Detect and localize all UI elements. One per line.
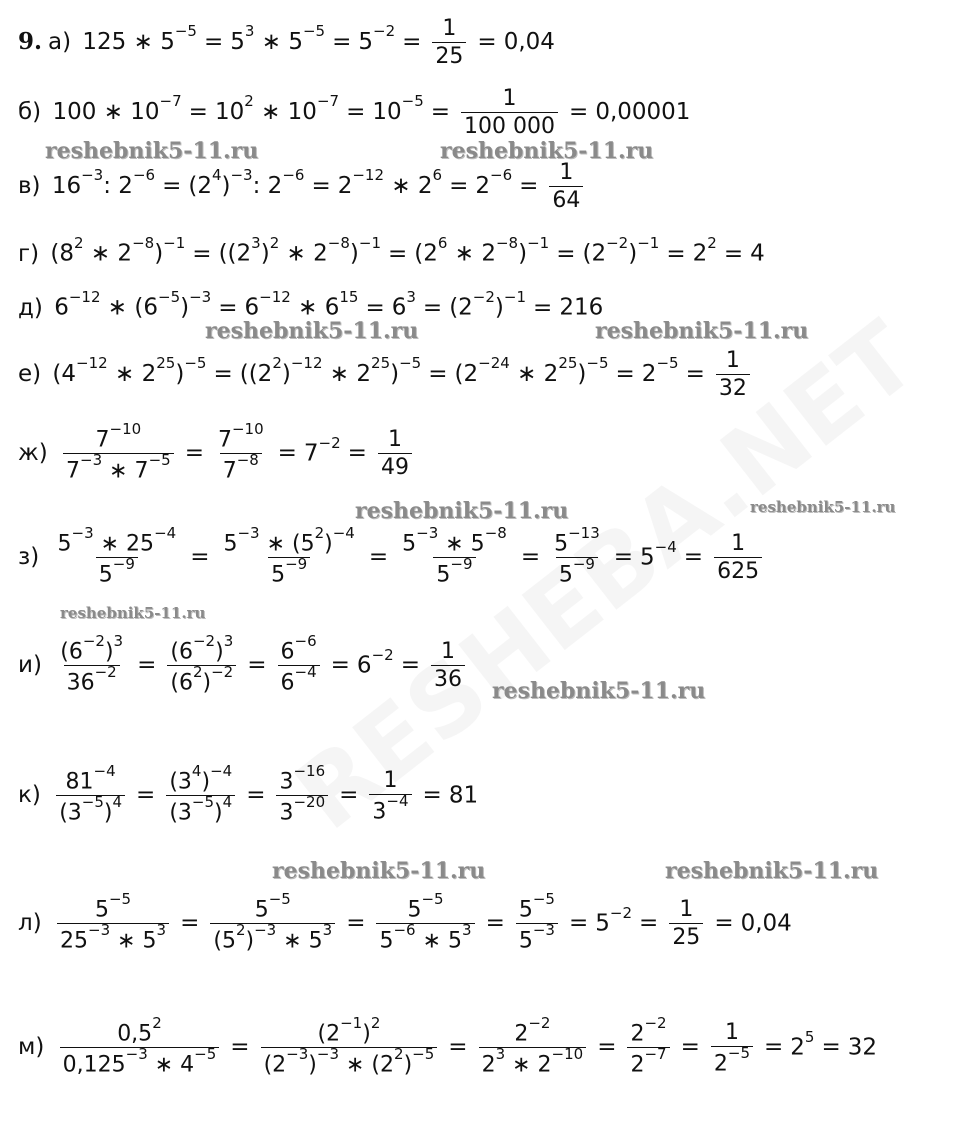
label-z: з) bbox=[18, 544, 40, 571]
watermark: reshebnik5-11.ru bbox=[665, 858, 879, 884]
line-zh: ж) $\frac{7^{-10}}{7^{-3} ∗ 7^{-5}}$ = $\frac{7^{-10}}{7^{-8}}$ = $7^{-2}$ = $\frac{1}{49}$ bbox=[18, 424, 416, 484]
watermark: reshebnik5-11.ru bbox=[45, 138, 259, 164]
result-l: 0,04 bbox=[740, 910, 792, 937]
line-d: д) $6^{-12}$ ∗ $(6^{-5})^{-3} = 6^{-12}$ ∗ $6^{15} = 6^3 = (2^{-2})^{-1} = 216$ bbox=[18, 288, 604, 321]
line-l: л) $\frac{5^{-5}}{25^{-3} ∗ 5^3}$ = $\frac{5^{-5}}{(5^2)^{-3} ∗ 5^3}$ = $\frac{5^{-5}}{5^{-6} ∗ 5^3}$ = $\frac{5^{-5}}{5^{-3}}$ = $5^{-2}$ = $\frac{1}{25}$ = 0,04 bbox=[18, 890, 792, 954]
result-g: 4 bbox=[750, 240, 765, 267]
label-g: г) bbox=[18, 240, 40, 267]
watermark: reshebnik5-11.ru bbox=[205, 318, 419, 344]
line-e: е) ($4^{-12}$ ∗ $2^{25})^{-5} = ((2^2)^{-12}$ ∗ $2^{25})^{-5} = (2^{-24}$ ∗ $2^{25})^{-5} = 2^{-5}$ = $\frac{1}{32}$ bbox=[18, 348, 754, 401]
label-v: в) bbox=[18, 173, 41, 199]
watermark: reshebnik5-11.ru bbox=[750, 498, 896, 516]
line-k: к) $\frac{81^{-4}}{(3^{-5})^4}$ = $\frac{(3^4)^{-4}}{(3^{-5})^4}$ = $\frac{3^{-16}}{3^{-20}}$ = $\frac{1}{3^{-4}}$ = 81 bbox=[18, 762, 479, 826]
line-v: в) $16^{-3}$: $2^{-6} = (2^4)^{-3}$: $2^{-6} = 2^{-12}$ ∗ $2^6 = 2^{-6}$ = $\frac{1}{64}$ bbox=[18, 160, 587, 213]
problem-number: 9. bbox=[18, 28, 43, 55]
label-d: д) bbox=[18, 294, 43, 321]
watermark: reshebnik5-11.ru bbox=[492, 678, 706, 704]
watermark: reshebnik5-11.ru bbox=[440, 138, 654, 164]
watermark: reshebnik5-11.ru bbox=[60, 604, 206, 622]
label-zh: ж) bbox=[18, 440, 48, 467]
line-b: б) 100 ∗ $10^{-7} = 10^2$ ∗ $10^{-7} = 10^{-5}$ = $\frac{1}{100 000}$ = 0,00001 bbox=[18, 86, 691, 139]
result-d: 216 bbox=[559, 294, 604, 321]
line-i: и) $\frac{(6^{-2})^3}{36^{-2}}$ = $\frac{(6^{-2})^3}{(6^2)^{-2}}$ = $\frac{6^{-6}}{6^{-4}}$ = $6^{-2}$ = $\frac{1}{36}$ bbox=[18, 636, 469, 696]
label-e: е) bbox=[18, 361, 42, 387]
line-g: г) ($8^2$ ∗ $2^{-8})^{-1} = ((2^3)^2$ ∗ $2^{-8})^{-1} = (2^6$ ∗ $2^{-8})^{-1} = (2^{-2})^{-1} = 2^2 = 4$ bbox=[18, 234, 765, 267]
watermark: reshebnik5-11.ru bbox=[595, 318, 809, 344]
label-a: а) bbox=[48, 29, 72, 55]
label-l: л) bbox=[18, 910, 42, 937]
line-m: м) $\frac{0,5^2}{0,125^{-3} ∗ 4^{-5}}$ = $\frac{(2^{-1})^2}{(2^{-3})^{-3} ∗ (2^2)^{-5}}$ = $\frac{2^{-2}}{2^3 ∗ 2^{-10}}$ = $\frac{2^{-2}}{2^{-7}}$ = $\frac{1}{2^{-5}}$ = $2^5 = 32$ bbox=[18, 1014, 878, 1078]
result-k: 81 bbox=[448, 782, 479, 809]
label-m: м) bbox=[18, 1034, 45, 1061]
label-i: и) bbox=[18, 652, 42, 679]
watermark: reshebnik5-11.ru bbox=[272, 858, 486, 884]
result-m: 32 bbox=[847, 1034, 878, 1061]
result-a: 0,04 bbox=[503, 29, 555, 55]
watermark: reshebnik5-11.ru bbox=[355, 498, 569, 524]
line-z: з) $\frac{5^{-3} ∗ 25^{-4}}{5^{-9}}$ = $\frac{5^{-3} ∗ (5^2)^{-4}}{5^{-9}}$ = $\frac{5^{-3} ∗ 5^{-8}}{5^{-9}}$ = $\frac{5^{-13}}{5^{-9}}$ = $5^{-4}$ = $\frac{1}{625}$ bbox=[18, 528, 766, 588]
result-b: 0,00001 bbox=[595, 99, 691, 125]
label-b: б) bbox=[18, 99, 42, 125]
line-a: 9. а) 125 ∗ $5^{-5} = 5^3$ ∗ $5^{-5} = 5^{-2}$ = $\frac{1}{25}$ = 0,04 bbox=[18, 16, 555, 69]
label-k: к) bbox=[18, 782, 41, 809]
